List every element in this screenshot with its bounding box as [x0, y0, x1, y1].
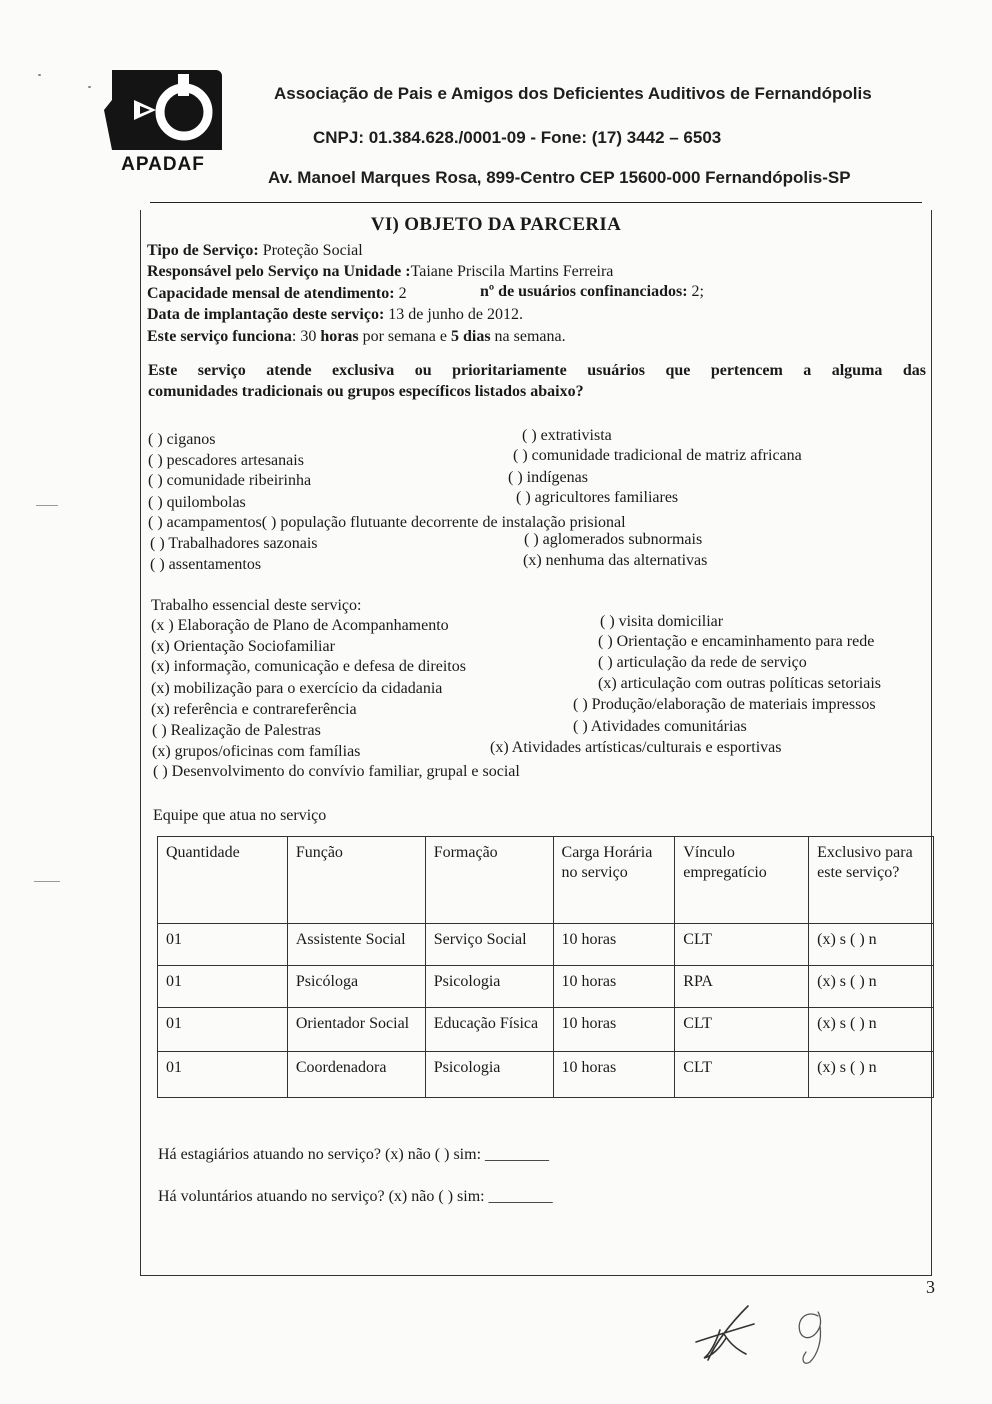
service-responsible: Responsável pelo Serviço na Unidade :Taiane Priscila Martins Ferreira [147, 263, 614, 280]
community-option: (x) nenhuma das alternativas [523, 552, 708, 569]
table-cell: CLT [675, 1008, 809, 1052]
work-option: ( ) Orientação e encaminhamento para rede [598, 633, 875, 650]
table-cell: (x) s ( ) n [809, 1008, 934, 1052]
table-cell: Educação Física [425, 1008, 553, 1052]
community-option: ( ) comunidade ribeirinha [148, 472, 312, 489]
logo-text: APADAF [121, 154, 205, 174]
table-cell: Assistente Social [287, 924, 425, 966]
table-row [158, 966, 934, 1008]
table-cell: Coordenadora [287, 1052, 425, 1098]
work-option: ( ) Produção/elaboração de materiais impressos [573, 696, 876, 713]
work-option: (x) Atividades artísticas/culturais e esportivas [490, 739, 782, 756]
cofunded-users: nº de usuários confinanciados: 2; [480, 283, 704, 300]
community-option: ( ) agricultores familiares [516, 489, 679, 506]
table-cell: (x) s ( ) n [809, 924, 934, 966]
scan-mark [34, 881, 60, 882]
work-option: (x) mobilização para o exercício da cidadania [151, 680, 443, 697]
table-cell: 10 horas [553, 966, 675, 1008]
scan-mark [38, 74, 41, 76]
community-option: ( ) ciganos [148, 431, 216, 448]
header-divider [150, 202, 922, 203]
table-cell: RPA [675, 966, 809, 1008]
column-header: Exclusivo para este serviço? [809, 837, 934, 924]
work-option: ( ) Desenvolvimento do convívio familiar, grupal e social [153, 763, 520, 780]
scan-mark [88, 86, 91, 88]
table-cell: (x) s ( ) n [809, 966, 934, 1008]
table-cell: 01 [158, 1008, 288, 1052]
work-option: ( ) articulação da rede de serviço [598, 654, 807, 671]
column-header: Vínculo empregatício [675, 837, 809, 924]
cnpj-line: CNPJ: 01.384.628./0001-09 - Fone: (17) 3442 – 6503 [313, 128, 722, 147]
table-cell: Psicóloga [287, 966, 425, 1008]
community-option: ( ) Trabalhadores sazonais [150, 535, 318, 552]
team-table [157, 836, 934, 1098]
work-option: ( ) Atividades comunitárias [573, 718, 747, 735]
table-cell: 10 horas [553, 1008, 675, 1052]
work-option: (x) referência e contrareferência [151, 701, 357, 718]
table-cell: 01 [158, 924, 288, 966]
address: Av. Manoel Marques Rosa, 899-Centro CEP 15600-000 Fernandópolis-SP [268, 168, 851, 187]
table-cell: 01 [158, 966, 288, 1008]
implementation-date: Data de implantação deste serviço: 13 de junho de 2012. [147, 306, 523, 323]
work-option: (x) informação, comunicação e defesa de direitos [151, 658, 466, 675]
community-option: ( ) pescadores artesanais [148, 452, 304, 469]
work-option: ( ) Realização de Palestras [152, 722, 321, 739]
page-number: 3 [926, 1277, 935, 1297]
work-option: (x) grupos/oficinas com famílias [152, 743, 361, 760]
table-cell: Serviço Social [425, 924, 553, 966]
table-row [158, 1008, 934, 1052]
community-option: ( ) assentamentos [150, 556, 262, 573]
community-option: ( ) quilombolas [148, 494, 246, 511]
column-header: Carga Horária no serviço [553, 837, 675, 924]
table-cell: Psicologia [425, 966, 553, 1008]
volunteers-question: Há voluntários atuando no serviço? (x) não ( ) sim: ________ [158, 1188, 553, 1205]
work-option: (x) Orientação Sociofamiliar [151, 638, 335, 655]
community-option: ( ) extrativista [522, 427, 612, 444]
org-name: Associação de Pais e Amigos dos Deficientes Auditivos de Fernandópolis [274, 84, 872, 103]
table-cell: (x) s ( ) n [809, 1052, 934, 1098]
monthly-capacity: Capacidade mensal de atendimento: 2 [147, 285, 407, 302]
work-option: (x) articulação com outras políticas setoriais [598, 675, 882, 692]
table-cell: Psicologia [425, 1052, 553, 1098]
work-option: (x ) Elaboração de Plano de Acompanhamento [151, 617, 449, 634]
table-cell: 01 [158, 1052, 288, 1098]
table-cell: CLT [675, 1052, 809, 1098]
community-option: ( ) acampamentos( ) população flutuante decorrente de instalação prisional [148, 514, 626, 531]
community-option: ( ) comunidade tradicional de matriz africana [513, 447, 802, 464]
column-header: Função [287, 837, 425, 924]
service-type: Tipo de Serviço: Proteção Social [147, 242, 363, 259]
community-question: Este serviço atende exclusiva ou prioritariamente usuários que pertencem a alguma das comunidades tradicionais ou grupos específicos listados abaixo? [148, 362, 926, 400]
table-cell: Orientador Social [287, 1008, 425, 1052]
interns-question: Há estagiários atuando no serviço? (x) não ( ) sim: ________ [158, 1146, 550, 1163]
scan-mark [36, 505, 58, 506]
table-cell: 10 horas [553, 1052, 675, 1098]
community-option: ( ) aglomerados subnormais [524, 531, 703, 548]
table-row [158, 924, 934, 966]
handwritten-initials [690, 1290, 850, 1380]
column-header: Formação [425, 837, 553, 924]
table-cell: 10 horas [553, 924, 675, 966]
table-row [158, 1052, 934, 1098]
team-title: Equipe que atua no serviço [153, 807, 327, 824]
apadaf-logo [104, 70, 222, 174]
column-header: Quantidade [158, 837, 288, 924]
work-title: Trabalho essencial deste serviço: [151, 597, 362, 614]
table-cell: CLT [675, 924, 809, 966]
section-title: VI) OBJETO DA PARCERIA [370, 214, 622, 235]
table-header-row [158, 837, 934, 924]
service-hours: Este serviço funciona: 30 horas por semana e 5 dias na semana. [147, 328, 566, 345]
work-option: ( ) visita domiciliar [600, 613, 724, 630]
community-option: ( ) indígenas [508, 469, 588, 486]
